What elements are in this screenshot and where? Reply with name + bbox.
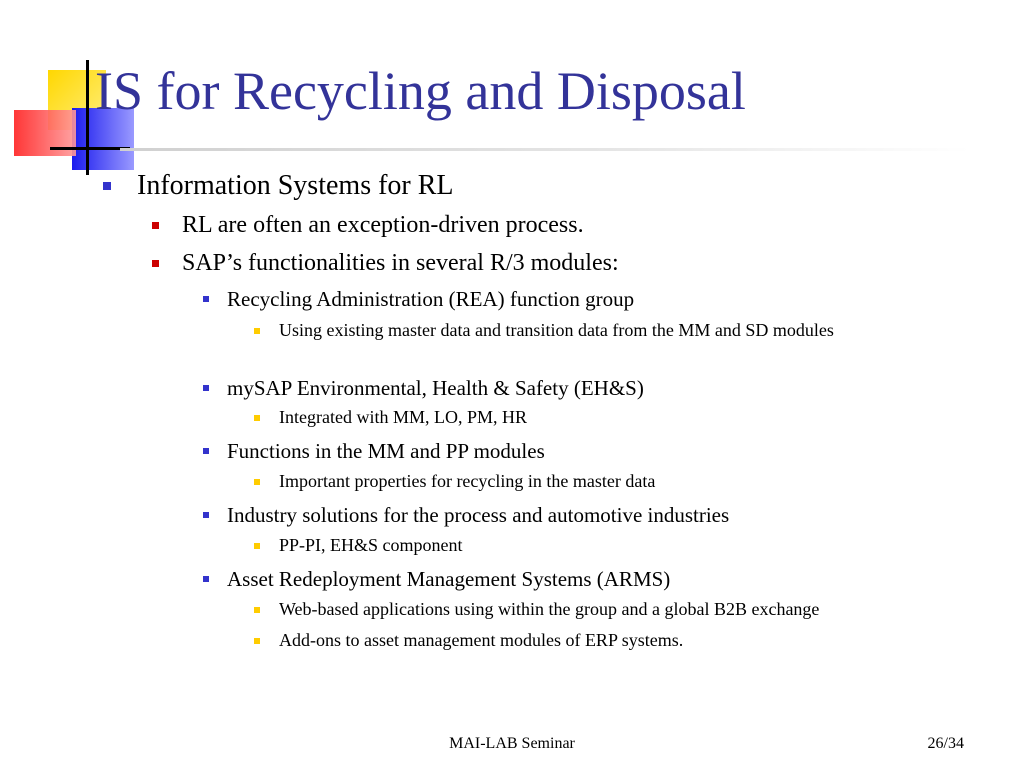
- bullet-text: SAP’s functionalities in several R/3 modules:: [182, 250, 619, 276]
- bullet-text: Important properties for recycling in the master data: [279, 471, 656, 491]
- bullet-text: mySAP Environmental, Health & Safety (EH&S): [227, 376, 644, 400]
- footer-seminar-label: MAI-LAB Seminar: [449, 735, 575, 752]
- bullet-marker-icon: [203, 448, 209, 454]
- bullet-text: Industry solutions for the process and automotive industries: [227, 503, 730, 527]
- bullet-marker-icon: [203, 512, 209, 518]
- bullet-marker-icon: [152, 260, 159, 267]
- bullet-marker-icon: [254, 479, 260, 485]
- bullet-item-level-4: [279, 535, 990, 556]
- bullet-item-level-4: [279, 630, 990, 651]
- bullet-marker-icon: [103, 182, 111, 190]
- bullet-text: Add-ons to asset management modules of ERP systems.: [279, 630, 684, 650]
- bullet-marker-icon: [254, 415, 260, 421]
- bullet-text: Using existing master data and transition data from the MM and SD modules: [279, 320, 834, 340]
- bullet-marker-icon: [254, 543, 260, 549]
- bullet-item-level-3: [227, 567, 990, 591]
- bullet-item-level-3: [227, 439, 990, 463]
- bullet-text: Web-based applications using within the group and a global B2B exchange: [279, 599, 820, 619]
- bullet-item-level-3: [227, 376, 990, 400]
- bullet-item-level-4: [279, 407, 990, 428]
- bullet-item-level-2: [182, 212, 990, 240]
- bullet-text: Asset Redeployment Management Systems (ARMS): [227, 567, 671, 591]
- bullet-item-level-4: [279, 320, 990, 341]
- bullet-item-level-3: [227, 287, 990, 311]
- bullet-text: Integrated with MM, LO, PM, HR: [279, 407, 527, 427]
- bullet-item-level-4: [279, 471, 990, 492]
- bullet-marker-icon: [203, 296, 209, 302]
- bullet-marker-icon: [254, 328, 260, 334]
- bullet-marker-icon: [152, 222, 159, 229]
- bullet-marker-icon: [254, 607, 260, 613]
- bullet-marker-icon: [203, 385, 209, 391]
- bullet-marker-icon: [254, 638, 260, 644]
- bullet-item-level-2: [182, 250, 990, 278]
- slide-title: IS for Recycling and Disposal: [95, 61, 746, 121]
- bullet-text: Recycling Administration (REA) function group: [227, 287, 635, 311]
- bullet-item-level-1: [137, 170, 990, 202]
- bullet-text: PP-PI, EH&S component: [279, 535, 463, 555]
- bullet-item-level-4: [279, 599, 990, 620]
- page-number: 26/34: [927, 735, 964, 752]
- bullet-text: Information Systems for RL: [137, 170, 454, 201]
- title-underline: [120, 148, 970, 151]
- bullet-text: RL are often an exception-driven process.: [182, 212, 584, 238]
- bullet-item-level-3: [227, 503, 990, 527]
- bullet-marker-icon: [203, 576, 209, 582]
- bullet-text: Functions in the MM and PP modules: [227, 439, 545, 463]
